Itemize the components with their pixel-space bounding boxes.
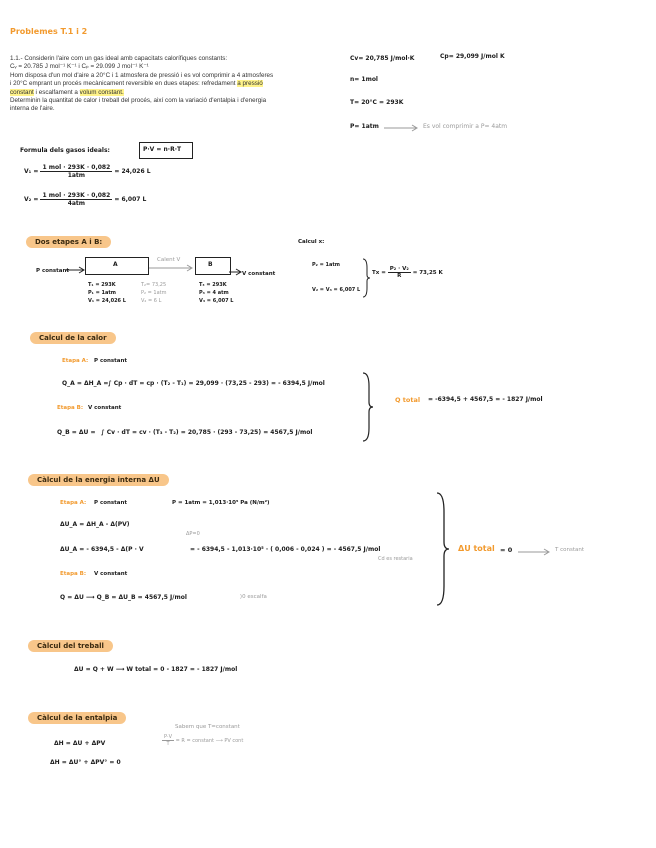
value-line: T₃ = 293K (199, 282, 227, 288)
ideal-gas-formula: P·V = n·R·T (143, 146, 182, 153)
fraction (40, 192, 112, 207)
value-line: P₂ = 1atm (141, 290, 167, 296)
arrow-icon (518, 548, 552, 556)
stage-right-label: V constant (242, 271, 276, 277)
heat-qa-lhs: Q_A = ΔH_A = (62, 380, 109, 387)
enthalpy-note2 (162, 734, 243, 747)
statement-line: Hom disposa d'un mol d'aire a 20°C i 1 atmosfera de pressió i es vol comprimir a 4 atmosferes (10, 71, 274, 79)
internal-total-value: = 0 (500, 546, 513, 554)
value-line: V₁ = 24,026 L (88, 298, 126, 304)
statement-line: Determinin la quantitat de calor i treball del procés, així com la variació d'entalpia i d'energia (10, 97, 267, 105)
internal-total-label: ΔU total (458, 544, 495, 553)
enthalpy-line1: ΔH = ΔU + ΔPV (54, 740, 106, 747)
heat-qa-integral: ∫ Cp · dT = cp · (T₂ - T₁) = 29,099 · (73,25 - 293) = - 6394,5 J/mol (108, 380, 325, 387)
stage-mid-label: Calent V (157, 257, 181, 263)
statement-text: i escalfament a (33, 88, 80, 96)
given-cv: Cv= 20,785 J/mol·K (350, 55, 415, 62)
enthalpy-note1: Sabem que T=constant (175, 724, 240, 730)
given-p-note: Es vol comprimir a P= 4atm (423, 123, 508, 130)
internal-stage-b-cond: V constant (94, 571, 128, 577)
statement-text: i 20°C emprant un procés mecànicament reversible en dues etapes: refredament (10, 80, 238, 88)
given-t: T= 20°C = 293K (350, 99, 404, 106)
arrow-icon (229, 268, 243, 276)
internal-stage-a-cond: P constant (94, 500, 128, 506)
highlight: volum constant. (79, 88, 124, 96)
work-line: ΔU = Q + W ⟶ W total = 0 - 1827 = - 1827 J/mol (74, 666, 238, 673)
internal-stage-a: Etapa A: (60, 500, 87, 506)
internal-line3: Q = ΔU ⟶ Q_B = ΔU_B = 4567,5 J/mol (60, 594, 187, 601)
v2-lhs: V₂ = (24, 196, 39, 203)
internal-line2b: = - 6394,5 - 1,013·10⁵ · ( 0,006 - 0,024 ) = - 4567,5 J/mol (190, 546, 381, 553)
section-pill-internal-energy: Càlcul de la energia interna ΔU (28, 474, 169, 486)
p-conversion: P = 1atm = 1,013·10⁵ Pa (172, 500, 248, 506)
stage-box-b (195, 257, 231, 275)
v1-equation (24, 164, 151, 179)
denominator: T (166, 741, 170, 747)
highlight: constant (10, 88, 34, 96)
heat-stage-b-cond: V constant (88, 405, 122, 411)
enthalpy-note2-rest: = R = constant ⟶ PV cont (175, 738, 244, 744)
value-line: P₃ = 4 atm (199, 290, 229, 296)
value-line: V₂ = 6 L (141, 298, 162, 304)
v2-equation (24, 192, 146, 207)
given-n: n= 1mol (350, 76, 378, 83)
statement-line: Cᵥ = 20.785 J mol⁻¹ K⁻¹ i Cₚ = 29.099 J mol⁻¹ K⁻¹ (10, 63, 149, 71)
given-cp: Cp= 29,099 J/mol K (440, 53, 505, 60)
fraction (162, 734, 174, 747)
internal-line3-note: ⟩0 escalfa (240, 594, 267, 600)
denominator: 1atm (67, 172, 86, 179)
statement-line: 1.1.- Considerin l'aire com un gas ideal amb capacitats calorífiques constants: (10, 55, 228, 62)
p-conversion-unit: (N/m²) (249, 500, 270, 506)
statement-line (10, 80, 273, 88)
internal-note-small: ΔP=0 (186, 531, 200, 537)
stage-box-b-label: B (208, 261, 213, 268)
arrow-icon (66, 266, 86, 274)
heat-total-label: Q total (395, 396, 421, 404)
value-line: T₂= 73,25 (141, 282, 167, 288)
fraction (388, 266, 411, 279)
v2-result: = 6,007 L (114, 196, 147, 203)
highlight: a pressió (237, 80, 263, 88)
heat-total-value: = -6394,5 + 4567,5 = - 1827 J/mol (428, 396, 543, 403)
denominator: 4atm (67, 200, 86, 207)
numerator: 1 mol · 293K · 0,082 (42, 164, 111, 171)
value-line: P₁ = 1atm (88, 290, 116, 296)
numerator: P₂ · V₂ (389, 266, 409, 272)
internal-total-note: T constant (555, 547, 585, 553)
arrow-icon (384, 124, 420, 132)
heat-stage-a: Etapa A: (62, 358, 89, 364)
enthalpy-line2: ΔH = ΔU° + ΔPV° = 0 (50, 759, 121, 766)
statement-line: interna de l'aire. (10, 105, 55, 113)
statement-line (10, 89, 273, 97)
heat-stage-b: Etapa B: (57, 405, 84, 411)
internal-line1: ΔU_A = ΔH_A - Δ(PV) (60, 521, 130, 528)
page-title: Problemes T.1 i 2 (10, 27, 88, 36)
heat-qb-integral: ∫ Cv · dT = cv · (T₃ - T₂) = 20,785 · (293 - 73,25) = 4567,5 J/mol (101, 429, 313, 436)
internal-line2a: ΔU_A = - 6394,5 - Δ(P · V (60, 546, 144, 553)
heat-stage-a-cond: P constant (94, 358, 128, 364)
v1-lhs: V₁ = (24, 168, 39, 175)
arrow-icon (149, 264, 195, 272)
numerator: 1 mol · 293K · 0,082 (42, 192, 111, 199)
calc-x-value: = 73,25 K (412, 270, 443, 276)
given-p: P= 1atm (350, 123, 379, 130)
numerator: P·V (164, 734, 173, 740)
internal-p-conversion (172, 500, 270, 506)
denominator: R (397, 273, 402, 279)
stage-left-label: P constant (36, 268, 70, 274)
internal-note-cd: Cd es restaria (378, 556, 413, 562)
calc-x-result (372, 266, 443, 279)
brace-icon (436, 492, 450, 606)
value-line: T₁ = 293K (88, 282, 116, 288)
calc-x-p: P₂ = 1atm (312, 262, 340, 268)
brace-icon (362, 372, 374, 442)
problem-statement (10, 55, 273, 114)
calc-x-label: Calcul x: (298, 239, 325, 245)
stage-box-a-label: A (113, 261, 118, 268)
v1-result: = 24,026 L (114, 168, 151, 175)
stage-a-values (88, 281, 126, 305)
brace-icon (362, 258, 370, 298)
value-line: V₃ = 6,007 L (199, 298, 234, 304)
calc-x-v: V₂ = V₃ = 6,007 L (312, 287, 361, 293)
stage-mid-values (141, 281, 166, 305)
heat-qb-lhs: Q_B = ΔU = (57, 429, 96, 436)
section-pill-stages: Dos etapes A i B: (26, 236, 111, 248)
section-pill-work: Càlcul del treball (28, 640, 113, 652)
fraction (40, 164, 112, 179)
internal-stage-b: Etapa B: (60, 571, 87, 577)
calc-x-lhs: Tx = (372, 270, 386, 276)
stage-b-values (199, 281, 233, 305)
section-pill-heat: Calcul de la calor (30, 332, 116, 344)
ideal-gas-label: Formula dels gasos ideals: (20, 147, 110, 154)
section-pill-enthalpy: Càlcul de la entalpia (28, 712, 126, 724)
